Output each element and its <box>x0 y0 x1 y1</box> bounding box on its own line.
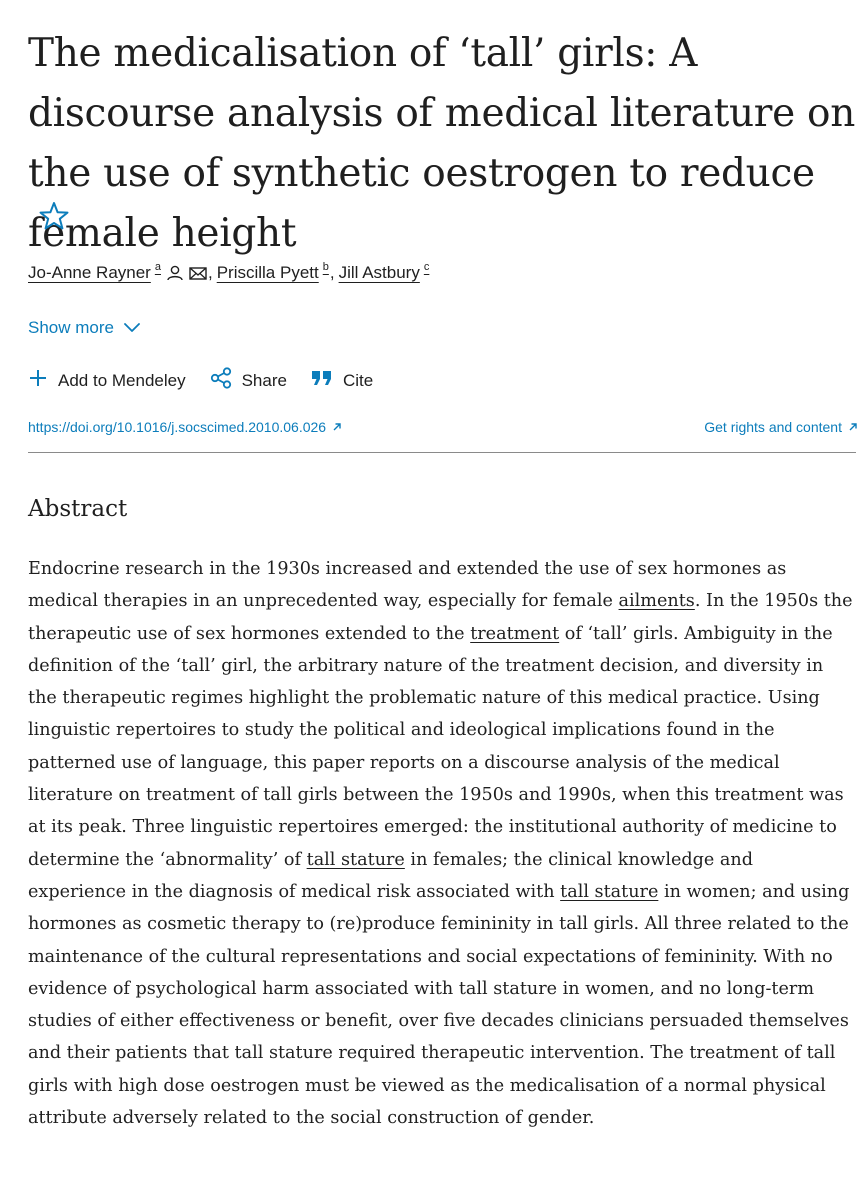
author-affiliation-mark: b <box>322 261 329 273</box>
plus-icon <box>28 368 58 393</box>
star-icon[interactable] <box>38 200 70 232</box>
cite-button[interactable] <box>311 369 373 392</box>
abstract-segment: in females; the clinical knowledge and experience in the diagnosis of medical risk associated with <box>28 849 753 902</box>
abstract-heading: Abstract <box>28 496 128 522</box>
author-separator: , <box>329 263 335 282</box>
show-more-label: Show more <box>28 318 114 337</box>
article-links <box>28 419 858 435</box>
author-separator: , <box>207 263 213 282</box>
show-more-button[interactable] <box>28 318 141 338</box>
rights-link[interactable] <box>704 419 858 435</box>
author-list <box>28 263 429 283</box>
author-affiliation-mark: a <box>154 261 161 273</box>
topic-link-tall-stature[interactable]: tall stature <box>560 881 659 902</box>
author-link-pyett[interactable] <box>217 263 329 283</box>
section-divider <box>28 452 856 453</box>
cite-label: Cite <box>342 370 374 390</box>
doi-link[interactable] <box>28 419 342 435</box>
abstract-segment: of ‘tall’ girls. Ambiguity in the definition of the ‘tall’ girl, the arbitrary nature of the treatment decision, and diversity in the therapeutic regimes highlight the problematic nature of this medical practice. Using linguistic repertoires to study the political and ideological implications found in the patterned use of language, this paper reports on a discourse analysis of the medical literature on treatment of tall girls between the 1950s and 1990s, when this treatment was at its peak. Three linguistic repertoires emerged: the institutional authority of medicine to determine the ‘abnormality’ of <box>28 623 844 870</box>
author-link-rayner[interactable] <box>28 263 207 283</box>
topic-link-tall-stature[interactable]: tall stature <box>306 849 405 870</box>
abstract-segment: Endocrine research in the 1930s increased and extended the use of sex hormones as medical therapies in an unprecedented way, especially for female <box>28 559 787 612</box>
author-name: Jill Astbury <box>338 263 420 282</box>
person-icon <box>166 265 184 281</box>
abstract-text <box>28 553 854 1134</box>
topic-link-ailments[interactable]: ailments <box>618 591 695 612</box>
share-label: Share <box>241 370 287 390</box>
article-actions <box>28 367 397 394</box>
envelope-icon <box>189 265 207 281</box>
author-affiliation-mark: c <box>423 261 430 273</box>
doi-link-text: https://doi.org/10.1016/j.socscimed.2010.06.026 <box>28 419 327 435</box>
rights-link-text: Get rights and content <box>704 419 842 435</box>
share-button[interactable] <box>210 367 287 394</box>
external-arrow-icon <box>326 419 342 435</box>
abstract-segment: in women; and using hormones as cosmetic therapy to (re)produce femininity in tall girls. All three related to the maintenance of the cultural representations and social expectations of femininity. With no evidence of psychological harm associated with tall stature in women, and no long-term studies of either effectiveness or benefit, over five decades clinicians persuaded themselves and their patients that tall stature required therapeutic intervention. The treatment of tall girls with high dose oestrogen must be viewed as the medicalisation of a normal physical attribute adversely related to the social construction of gender. <box>28 881 850 1129</box>
add-to-mendeley-button[interactable] <box>28 368 186 393</box>
add-to-mendeley-label: Add to Mendeley <box>58 370 186 390</box>
author-name: Jo-Anne Rayner <box>28 263 151 282</box>
article-title: The medicalisation of ‘tall’ girls: A discourse analysis of medical literature on the use of synthetic oestrogen to reduce female height <box>28 31 856 256</box>
external-arrow-icon <box>842 419 858 435</box>
author-link-astbury[interactable] <box>339 263 430 283</box>
author-name: Priscilla Pyett <box>216 263 319 282</box>
topic-link-treatment[interactable]: treatment <box>470 623 560 644</box>
abstract-segment: . In the 1950s the therapeutic use of sex hormones extended to the <box>28 591 853 644</box>
share-icon <box>210 367 242 394</box>
chevron-down-icon <box>114 318 141 338</box>
quote-icon <box>311 369 343 392</box>
